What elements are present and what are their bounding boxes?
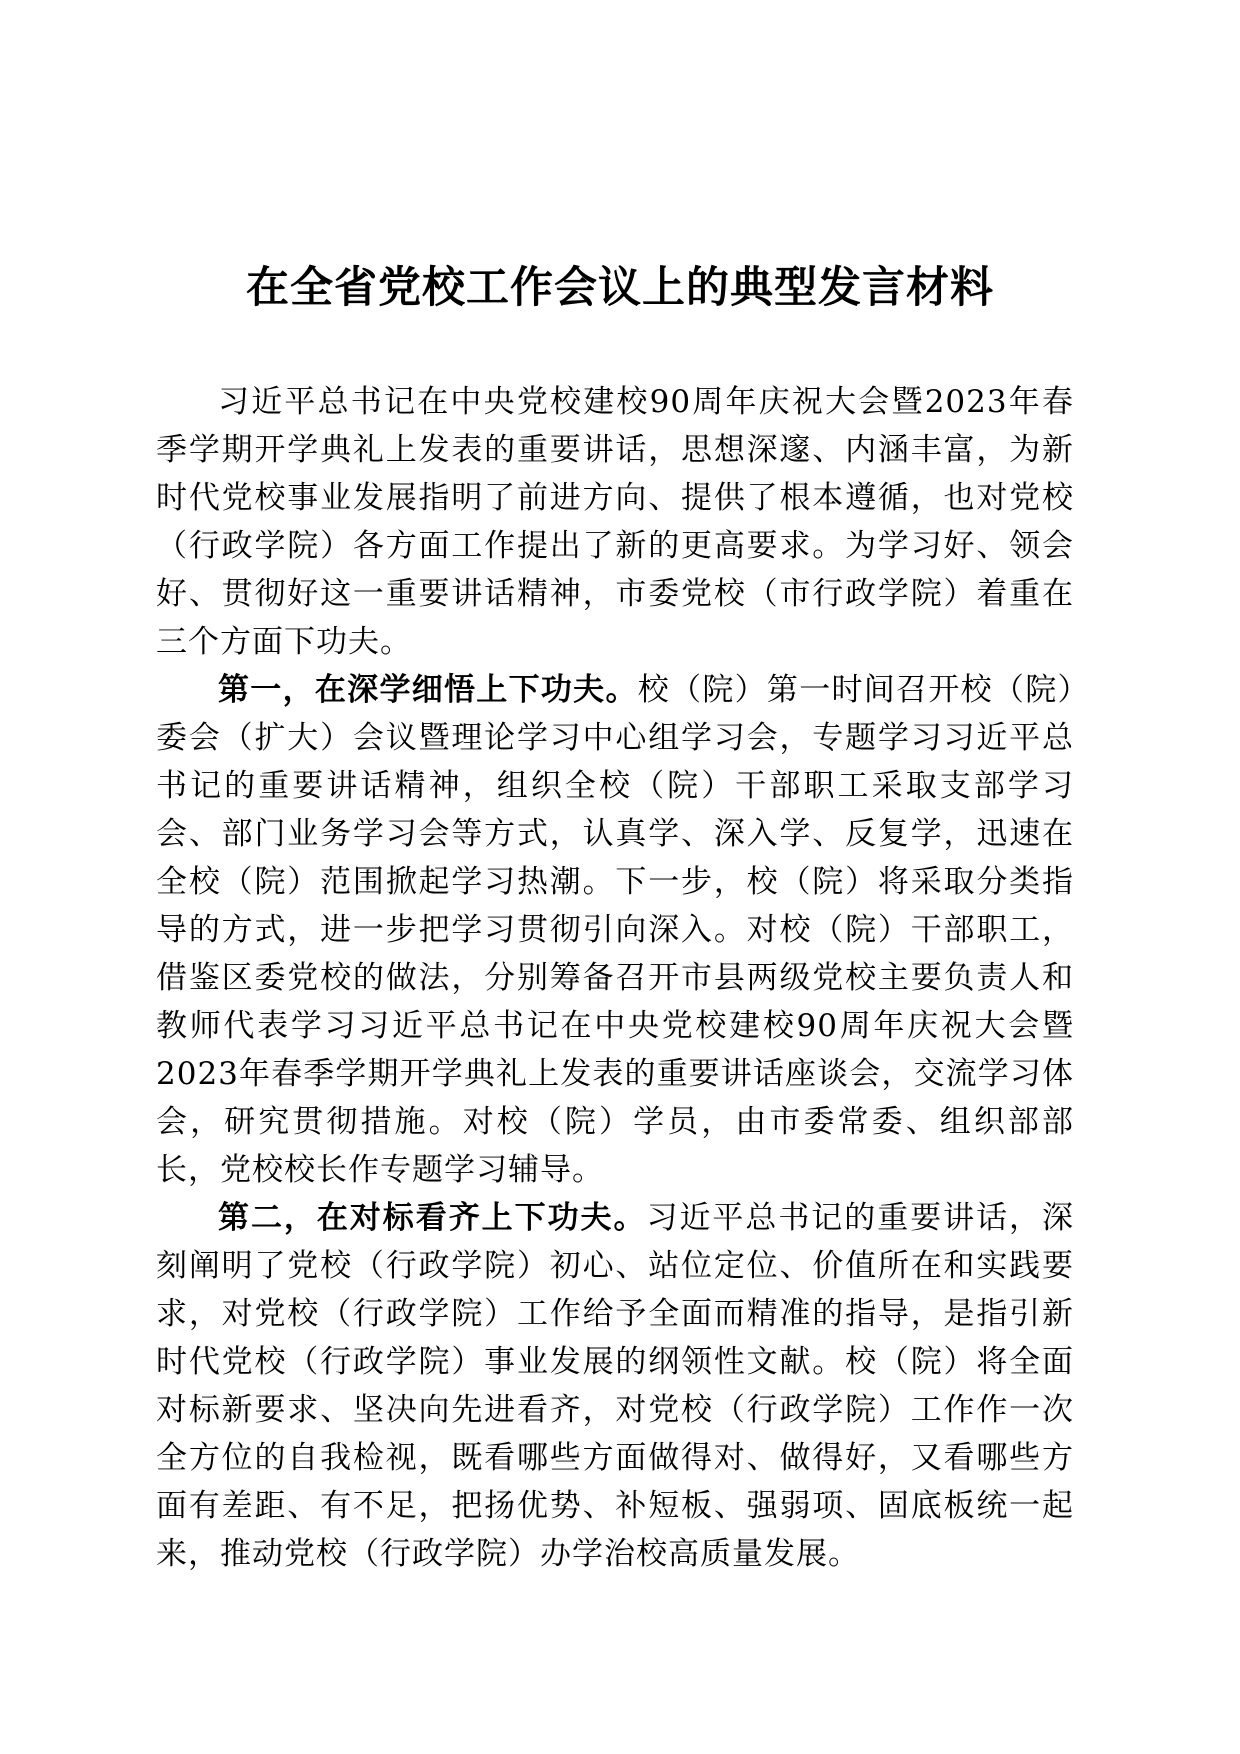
- paragraph-intro: [156, 378, 1074, 666]
- paragraph-second-point: [156, 1194, 1074, 1578]
- document-title: 在全省党校工作会议上的典型发言材料: [246, 263, 994, 313]
- paragraph-first-point: [156, 666, 1074, 1194]
- paragraph-second-point-text: 习近平总书记的重要讲话，深刻阐明了党校（行政学院）初心、站位定位、价值所在和实践要求，对党校（行政学院）工作给予全面而精准的指导，是指引新时代党校（行政学院）事业发展的纲领性文献。校（院）将全面对标新要求、坚决向先进看齐，对党校（行政学院）工作作一次全方位的自我检视，既看哪些方面做得对、做得好，又看哪些方面有差距、有不足，把扬优势、补短板、强弱项、固底板统一起来，推动党校（行政学院）办学治校高质量发展。: [156, 1200, 1075, 1572]
- paragraph-second-point-heading: 第二，在对标看齐上下功夫。: [218, 1200, 647, 1236]
- paragraph-first-point-text: 校（院）第一时间召开校（院）委会（扩大）会议暨理论学习中心组学习会，专题学习习近平总书记的重要讲话精神，组织全校（院）干部职工采取支部学习会、部门业务学习会等方式，认真学、深入学、反复学，迅速在全校（院）范围掀起学习热潮。下一步，校（院）将采取分类指导的方式，进一步把学习贯彻引向深入。对校（院）干部职工，借鉴区委党校的做法，分别筹备召开市县两级党校主要负责人和教师代表学习习近平总书记在中央党校建校90周年庆祝大会暨2023年春季学期开学典礼上发表的重要讲话座谈会，交流学习体会，研究贯彻措施。对校（院）学员，由市委常委、组织部部长，党校校长作专题学习辅导。: [156, 672, 1074, 1188]
- document-body: [156, 378, 1074, 1578]
- paragraph-intro-text: 习近平总书记在中央党校建校90周年庆祝大会暨2023年春季学期开学典礼上发表的重要讲话，思想深邃、内涵丰富，为新时代党校事业发展指明了前进方向、提供了根本遵循，也对党校（行政学院）各方面工作提出了新的更高要求。为学习好、领会好、贯彻好这一重要讲话精神，市委党校（市行政学院）着重在三个方面下功夫。: [156, 384, 1074, 660]
- paragraph-first-point-heading: 第一，在深学细悟上下功夫。: [218, 672, 638, 708]
